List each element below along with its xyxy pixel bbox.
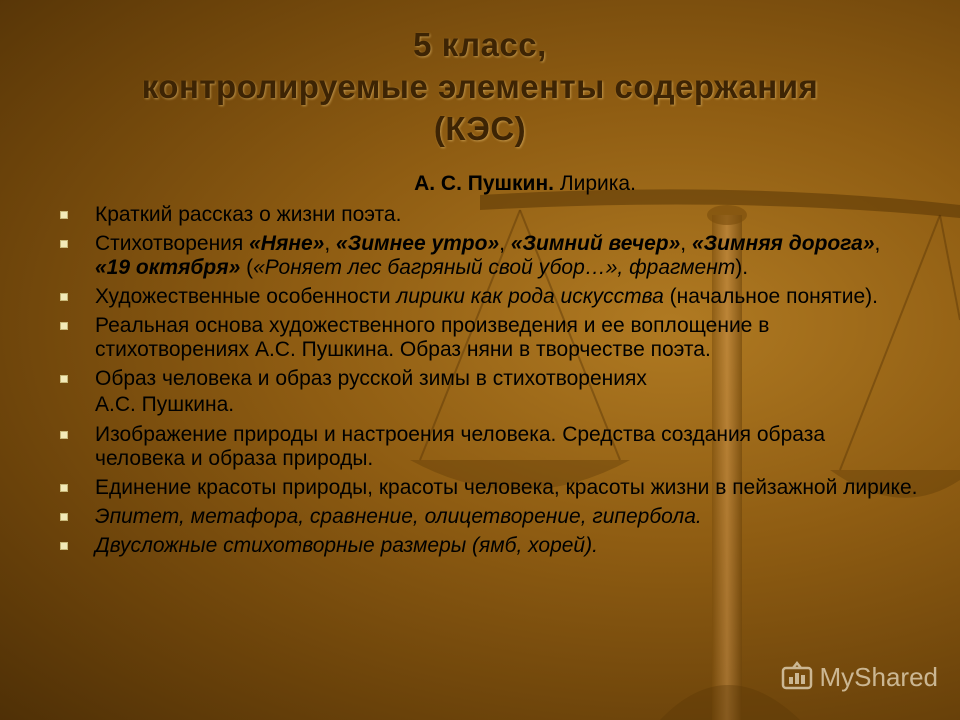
list-item-text: (начальное понятие). [663, 285, 878, 308]
slide-subtitle [0, 170, 960, 198]
list-item-continuation [60, 393, 920, 417]
separator: , [324, 232, 337, 255]
bullet-list [60, 203, 920, 563]
poem-title: «Зимний вечер» [510, 232, 681, 255]
separator: , [680, 232, 692, 255]
list-item-text: Реальная основа художественного произведения и ее воплощение в стихотворениях А.С. Пушкина. Образ няни в творчестве поэта. [95, 314, 770, 361]
poem-fragment: «Роняет лес багряный свой убор…», фрагмент [253, 256, 736, 279]
list-item-text: Стихотворения [95, 232, 250, 255]
list-item-text: Художественные особенности [95, 285, 397, 308]
list-item [60, 534, 920, 558]
list-item-text: Краткий рассказ о жизни поэта. [95, 203, 402, 226]
bullet-icon [60, 211, 68, 219]
separator: ( [240, 256, 254, 279]
bullet-icon [60, 375, 68, 383]
list-item [60, 423, 920, 471]
bullet-icon [60, 322, 68, 330]
list-item [60, 367, 920, 391]
list-item-text: А.С. Пушкина. [95, 393, 235, 416]
watermark [780, 660, 939, 694]
myshared-logo-icon [780, 660, 814, 694]
title-line-2: контролируемые элементы содержания [141, 68, 819, 105]
subtitle-author: А. С. Пушкин. [414, 172, 554, 195]
bullet-icon [60, 513, 68, 521]
bullet-icon [60, 293, 68, 301]
list-item-text: Эпитет, метафора, сравнение, олицетворение, гипербола. [95, 505, 702, 528]
bullet-icon [60, 240, 68, 248]
slide-title [80, 24, 880, 150]
separator: , [499, 232, 511, 255]
list-item-text: Двусложные стихотворные размеры (ямб, хорей). [95, 534, 598, 557]
watermark-text: MyShared [819, 661, 938, 692]
list-item-text: Единение красоты природы, красоты человека, красоты жизни в пейзажной лирике. [95, 476, 918, 499]
list-item [60, 203, 920, 227]
title-line-3: (КЭС) [433, 110, 527, 147]
poem-title: «Няне» [249, 232, 325, 255]
separator: , [874, 232, 881, 255]
list-item [60, 232, 920, 280]
bullet-icon [60, 484, 68, 492]
list-item-emphasis: лирики как рода искусства [396, 285, 664, 308]
separator: ). [735, 256, 749, 279]
poem-title: «19 октября» [95, 256, 241, 279]
bullet-icon [60, 542, 68, 550]
poem-title: «Зимняя дорога» [691, 232, 875, 255]
list-item [60, 314, 920, 362]
list-item [60, 505, 920, 529]
list-item [60, 476, 920, 500]
subtitle-genre: Лирика. [553, 172, 636, 195]
list-item-text: Образ человека и образ русской зимы в стихотворениях [95, 367, 647, 390]
bullet-icon [60, 431, 68, 439]
title-line-1: 5 класс, [413, 26, 547, 63]
list-item-text: Изображение природы и настроения человека. Средства создания образа человека и образа природы. [95, 423, 826, 470]
poem-title: «Зимнее утро» [336, 232, 500, 255]
list-item [60, 285, 920, 309]
